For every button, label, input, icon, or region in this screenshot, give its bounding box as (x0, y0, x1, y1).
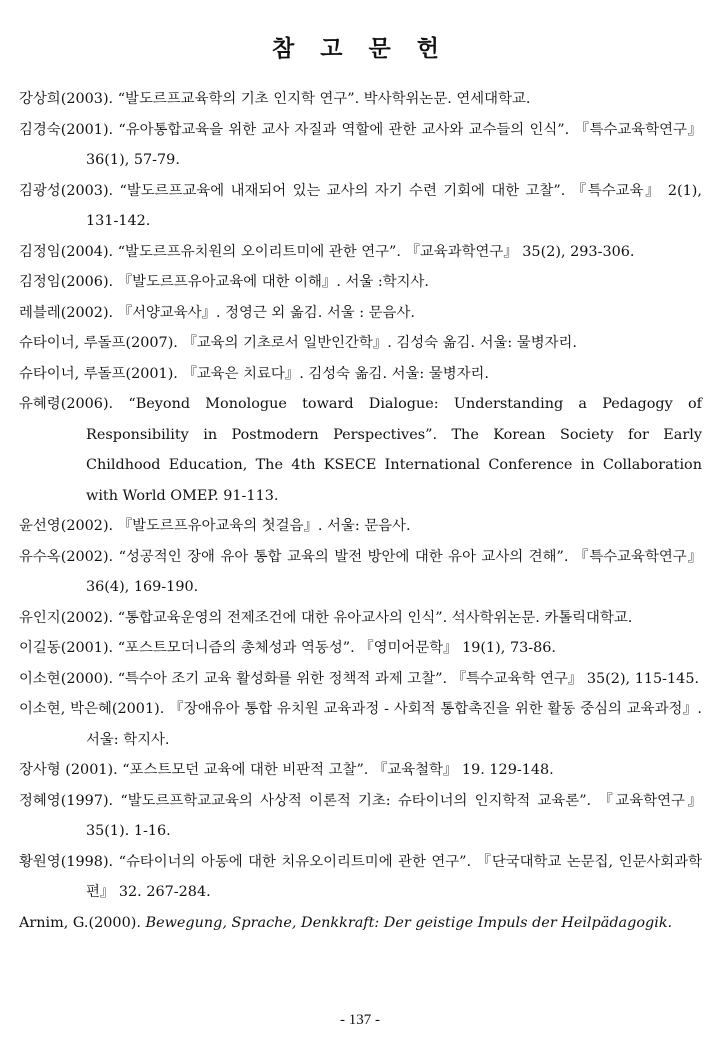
reference-entry: 장사형 (2001). “포스트모던 교육에 대한 비판적 고찰”. 『교육철학』 19. 129-148. (19, 762, 554, 778)
reference-entry: 레블레(2002). 『서양교육사』. 정영근 외 옮김. 서울 : 문음사. (19, 304, 415, 321)
reference-entry: 정혜영(1997). “발도르프학교교육의 사상적 이론적 기초: 슈타이너의 인지학적 교육론”. 『교육학연구』 35(1). 1-16. (19, 792, 702, 839)
reference-entry: 슈타이너, 루돌프(2007). 『교육의 기초로서 일반인간학』. 김성숙 옮김. 서울: 물병자리. (19, 335, 577, 351)
reference-entry: 김정임(2004). “발도르프유치원의 오이리트미에 관한 연구”. 『교육과학연구』 35(2), 293-306. (19, 243, 635, 260)
reference-entry (0, 908, 720, 939)
reference-list (0, 84, 720, 938)
reference-entry: 이소현, 박은혜(2001). 『장애유아 통합 유치원 교육과정 - 사회적 통합촉진을 위한 활동 중심의 교육과정』. 서울: 학지사. (19, 701, 702, 748)
reference-entry: 윤선영(2002). 『발도르프유아교육의 첫걸음』. 서울: 문음사. (19, 518, 411, 534)
reference-entry: 유혜령(2006). “Beyond Monologue toward Dialogue: Understanding a Pedagogy of Responsibility in Postmodern Perspectives”. The Korean Society for Early Childhood Education, The 4th KSECE International Conference in Collaboration with World OMEP. 91-113. (19, 396, 702, 504)
reference-entry: 황원영(1998). “슈타이너의 아동에 대한 치유오이리트미에 관한 연구”. 『단국대학교 논문집, 인문사회과학편』 32. 267-284. (19, 853, 702, 900)
reference-entry: 이길동(2001). “포스트모더니즘의 총체성과 역동성”. 『영미어문학』 19(1), 73-86. (19, 640, 557, 656)
reference-entry: 유수옥(2002). “성공적인 장애 유아 통합 교육의 발전 방안에 대한 유아 교사의 견해”. 『특수교육학연구』 36(4), 169-190. (19, 548, 702, 595)
reference-author-year: Arnim, G.(2000). (19, 914, 146, 931)
reference-entry: 김정임(2006). 『발도르프유아교육에 대한 이해』. 서울 :학지사. (19, 274, 430, 290)
reference-entry: 이소현(2000). “특수아 조기 교육 활성화를 위한 정책적 과제 고찰”. 『특수교육학 연구』 35(2), 115-145. (19, 670, 700, 687)
reference-entry: 강상희(2003). “발도르프교육학의 기초 인지학 연구”. 박사학위논문. 연세대학교. (19, 91, 531, 107)
reference-entry: 김경숙(2001). “유아통합교육을 위한 교사 자질과 역할에 관한 교사와 교수들의 인식”. 『특수교육학연구』 36(1), 57-79. (19, 121, 702, 168)
page-number: - 137 - (340, 1012, 380, 1028)
reference-italic-title: Bewegung, Sprache, Denkkraft: Der geistige Impuls der Heilpädagogik. (145, 914, 673, 931)
reference-entry: 김광성(2003). “발도르프교육에 내재되어 있는 교사의 자기 수련 기회에 대한 고찰”. 『특수교육』 2(1), 131-142. (19, 182, 702, 229)
reference-entry: 슈타이너, 루돌프(2001). 『교육은 치료다』. 김성숙 옮김. 서울: 물병자리. (19, 365, 490, 382)
reference-entry: 유인지(2002). “통합교육운영의 전제조건에 대한 유아교사의 인식”. 석사학위논문. 카톨릭대학교. (19, 609, 633, 626)
page-title: 참 고 문 헌 (272, 36, 448, 62)
